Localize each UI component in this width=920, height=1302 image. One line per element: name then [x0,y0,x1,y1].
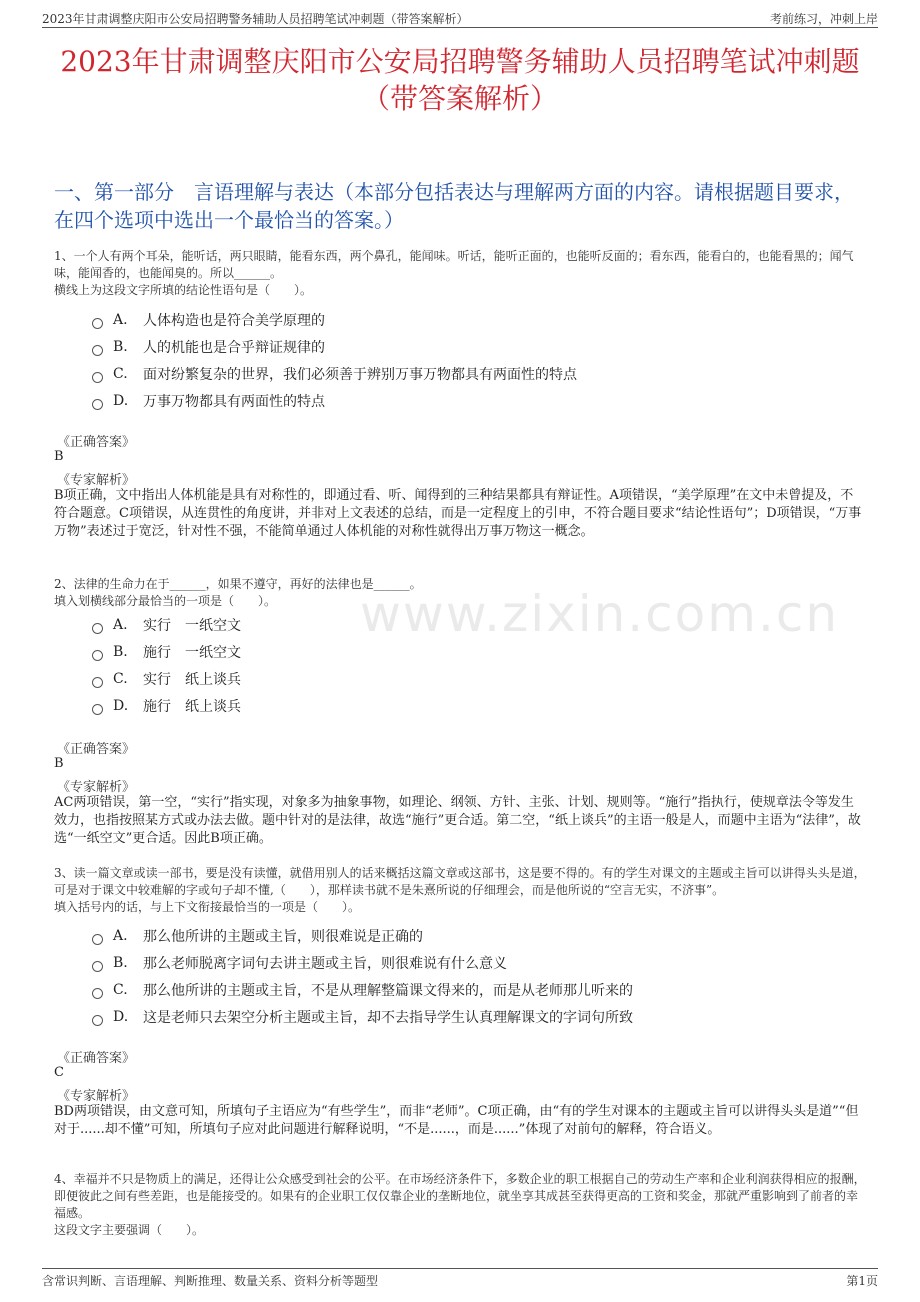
option-3c[interactable]: C. 那么他所讲的主题或主旨，不是从理解整篇课文得来的，而是从老师那儿听来的 [92,980,633,1000]
option-1c[interactable]: C. 面对纷繁复杂的世界，我们必须善于辨别万事万物都具有两面性的特点 [92,364,577,384]
question-stem: 4、幸福并不只是物质上的满足，还得让公众感受到社会的公平。在市场经济条件下，多数企业的职工根据自己的劳动生产率和企业利润获得相应的报酬，即便彼此之间有些差距，也是能接受的。如果有的企业职工仅仅靠企业的垄断地位，就坐享其成甚至获得更高的工资和奖金，那就严重影响到了前者的幸福感。 [54,1172,866,1220]
page-title: 2023年甘肃调整庆阳市公安局招聘警务辅助人员招聘笔试冲刺题（带答案解析） [60,45,860,115]
expert-analysis-label: 《专家解析》 [57,780,136,795]
expert-analysis-label: 《专家解析》 [57,473,136,488]
radio-icon[interactable] [92,988,103,999]
question-stem: 3、读一篇文章或读一部书，要是没有读懂，就借用别人的话来概括这篇文章或这部书，这是要不得的。有的学生对课文的主题或主旨可以讲得头头是道，可是对于课文中较难解的字或句子却不懂,（ ），那样读书就不是朱熹所说的仔细理会，而是他所说的“空言无实，不济事”。 [54,866,866,897]
radio-icon[interactable] [92,1015,103,1026]
correct-answer-value: C [54,1065,64,1080]
question-prompt: 这段文字主要强调（ ）。 [54,1223,205,1237]
radio-icon[interactable] [92,399,103,410]
expert-analysis-label: 《专家解析》 [57,1089,136,1104]
radio-icon[interactable] [92,961,103,972]
option-1d[interactable]: D. 万事万物都具有两面性的特点 [92,391,325,411]
question-3 [54,865,866,916]
page-header [0,0,920,24]
radio-icon[interactable] [92,677,103,688]
option-2a[interactable]: A. 实行 一纸空文 [92,615,241,635]
question-prompt: 填入划横线部分最恰当的一项是（ ）。 [54,594,277,608]
radio-icon[interactable] [92,934,103,945]
option-1b[interactable]: B. 人的机能也是合乎辩证规律的 [92,337,325,357]
question-prompt: 填入括号内的话，与上下文衔接最恰当的一项是（ ）。 [54,900,361,914]
option-2b[interactable]: B. 施行 一纸空文 [92,642,241,662]
header-tagline: 考前练习，冲刺上岸 [769,12,878,26]
question-2 [54,576,866,610]
option-2d[interactable]: D. 施行 纸上谈兵 [92,696,241,716]
option-3d[interactable]: D. 这是老师只去架空分析主题或主旨，却不去指导学生认真理解课文的字词句所致 [92,1007,633,1027]
option-3a[interactable]: A. 那么他所讲的主题或主旨，则很难说是正确的 [92,926,423,946]
correct-answer-label: 《正确答案》 [57,742,136,757]
correct-answer-value: B [54,756,64,771]
radio-icon[interactable] [92,318,103,329]
footer-divider [42,1268,878,1269]
option-3b[interactable]: B. 那么老师脱离字词句去讲主题或主旨，则很难说有什么意义 [92,953,507,973]
section-heading: 一、第一部分 言语理解与表达（本部分包括表达与理解两方面的内容。请根据题目要求，在四个选项中选出一个最恰当的答案。） [54,180,854,232]
correct-answer-value: B [54,449,64,464]
radio-icon[interactable] [92,345,103,356]
header-divider [42,27,878,28]
correct-answer-label: 《正确答案》 [57,435,136,450]
page-number: 第1页 [846,1274,878,1288]
option-2c[interactable]: C. 实行 纸上谈兵 [92,669,241,689]
watermark: www.zixin.com.cn [360,585,840,643]
header-doc-title: 2023年甘肃调整庆阳市公安局招聘警务辅助人员招聘笔试冲刺题（带答案解析） [42,12,469,26]
question-stem: 1、一个人有两个耳朵，能听话，两只眼睛，能看东西，两个鼻孔，能闻味。听话，能听正面的，也能听反面的；看东西，能看白的，也能看黑的；闻气味，能闻香的，也能闻臭的。所以______。 [54,249,854,280]
expert-analysis-text: AC两项错误，第一空，“实行”指实现，对象多为抽象事物，如理论、纲领、方针、主张、计划、规则等。“施行”指执行，使规章法令等发生效力，也指按照某方式或办法去做。题中针对的是法律，故选“施行”更合适。第二空，“纸上谈兵”的主语一般是人，而题中主语为“法律”，故选“一纸空文”更合适。因此B项正确。 [54,795,861,846]
question-1 [54,248,866,299]
radio-icon[interactable] [92,704,103,715]
question-4 [54,1171,866,1239]
expert-analysis-text: BD两项错误，由文意可知，所填句子主语应为“有些学生”，而非“老师”。C项正确，由“有的学生对课本的主题或主旨可以讲得头头是道”“但对于......却不懂”可知，所填句子应对此问题进行解释说明，“不是......，而是......”体现了对前句的解释，符合语义。 [54,1104,859,1137]
expert-analysis-text: B项正确，文中指出人体机能是具有对称性的，即通过看、听、闻得到的三种结果都具有辩证性。A项错误，“美学原理”在文中未曾提及，不符合题意。C项错误，从连贯性的角度讲，并非对上文表述的总结，而是一定程度上的引申，不符合题目要求“结论性语句”；D项错误，“万事万物”表述过于宽泛，针对性不强，不能简单通过人体机能的对称性就得出万事万物这一概念。 [54,488,862,539]
radio-icon[interactable] [92,372,103,383]
question-stem: 2、法律的生命力在于______，如果不遵守，再好的法律也是______。 [54,577,422,591]
radio-icon[interactable] [92,623,103,634]
option-1a[interactable]: A. 人体构造也是符合美学原理的 [92,310,325,330]
footer-topics: 含常识判断、言语理解、判断推理、数量关系、资料分析等题型 [42,1274,379,1288]
radio-icon[interactable] [92,650,103,661]
correct-answer-label: 《正确答案》 [57,1051,136,1066]
question-prompt: 横线上为这段文字所填的结论性语句是（ ）。 [54,283,313,297]
